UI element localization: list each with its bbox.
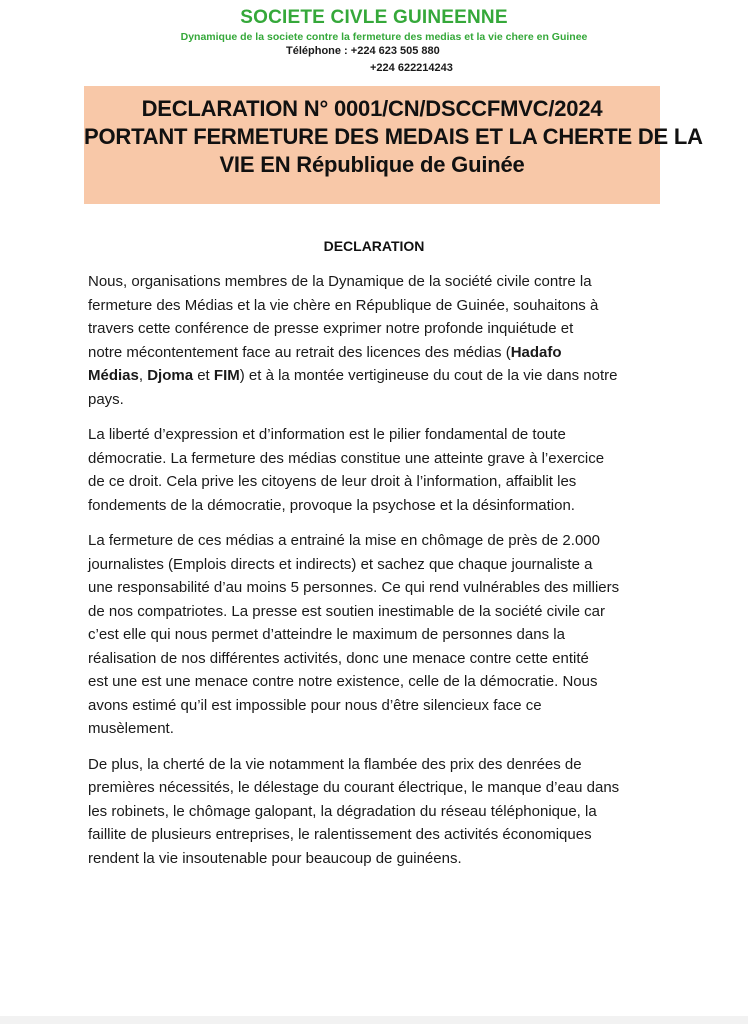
declaration-title-box — [84, 86, 703, 204]
declaration-body — [88, 270, 668, 882]
section-heading: DECLARATION — [323, 238, 425, 254]
paragraph-line: La fermeture de ces médias a entrainé la mise en chômage de près de 2.000 — [88, 532, 600, 549]
media-name-djoma: Djoma — [147, 367, 194, 384]
paragraph-line: c’est elle qui nous permet d’atteindre le maximum de personnes dans la — [88, 626, 565, 643]
phone-number-2: +224 622214243 — [370, 62, 453, 74]
separator: , — [138, 367, 148, 384]
paragraph-line: travers cette conférence de presse exprimer notre profonde inquiétude et — [88, 320, 574, 337]
paragraph-line: musèlement. — [88, 720, 174, 737]
paragraph-line — [88, 341, 668, 365]
organization-name: SOCIETE CIVLE GUINEENNE — [240, 7, 508, 28]
line-text: ) et à la montée vertigineuse du cout de la vie dans notre — [239, 367, 618, 384]
media-name-hadafo: Hadafo — [510, 343, 562, 361]
paragraph-line: fermeture des Médias et la vie chère en République de Guinée, souhaitons à — [88, 296, 599, 314]
paragraph-line: réalisation de nos différentes activités, donc une menace contre cette entité — [88, 649, 589, 667]
paragraph-line: avons estimé qu’il est impossible pour nous d’être silencieux face ce — [88, 696, 542, 714]
phone-number-1: Téléphone : +224 623 505 880 — [286, 45, 440, 57]
letterhead — [0, 6, 748, 44]
paragraph-line: de nos compatriotes. La presse est soutien inestimable de la société civile car — [88, 602, 605, 620]
paragraph-4 — [88, 753, 668, 871]
paragraph-line — [88, 364, 668, 388]
paragraph-line: faillite de plusieurs entreprises, le ralentissement des activités économiques — [88, 826, 592, 843]
title-line-3: VIE EN République de Guinée — [219, 152, 525, 177]
paragraph-line: de ce droit. Cela prive les citoyens de leur droit à l’information, affaiblit les — [88, 473, 577, 490]
paragraph-line: rendent la vie insoutenable pour beaucoup de guinéens. — [88, 849, 462, 867]
paragraph-3 — [88, 529, 668, 741]
paragraph-2 — [88, 423, 668, 517]
paragraph-line: La liberté d’expression et d’information est le pilier fondamental de toute — [88, 426, 566, 443]
separator: et — [193, 367, 214, 384]
page-bottom-edge — [0, 1016, 748, 1024]
paragraph-line: pays. — [88, 390, 124, 408]
paragraph-line: journalistes (Emplois directs et indirects) et sachez que chaque journaliste a — [88, 555, 593, 573]
title-line-1: DECLARATION N° 0001/CN/DSCCFMVC/2024 — [141, 96, 603, 121]
paragraph-line: est une est une menace contre notre existence, celle de la démocratie. Nous — [88, 673, 598, 690]
line-text: notre mécontentement face au retrait des licences des médias ( — [88, 343, 511, 361]
organization-tagline: Dynamique de la societe contre la fermeture des medias et la vie chere en Guinee — [180, 31, 588, 43]
paragraph-line: De plus, la cherté de la vie notamment la flambée des prix des denrées de — [88, 755, 582, 773]
paragraph-line: premières nécessités, le délestage du courant électrique, le manque d’eau dans — [88, 779, 620, 796]
media-name-fim: FIM — [213, 367, 240, 384]
paragraph-line: les robinets, le chômage galopant, la dégradation du réseau téléphonique, la — [88, 802, 597, 820]
paragraph-1 — [88, 270, 668, 411]
media-name-medias: Médias — [88, 367, 139, 384]
paragraph-line: une responsabilité d’au moins 5 personnes. Ce qui rend vulnérables des milliers — [88, 579, 620, 596]
paragraph-line: Nous, organisations membres de la Dynamique de la société civile contre la — [88, 273, 592, 290]
title-line-2: PORTANT FERMETURE DES MEDAIS ET LA CHERTE DE LA — [84, 124, 703, 149]
paragraph-line: démocratie. La fermeture des médias constitue une atteinte grave à l’exercice — [88, 449, 605, 467]
paragraph-line: fondements de la démocratie, provoque la psychose et la désinformation. — [88, 496, 575, 514]
